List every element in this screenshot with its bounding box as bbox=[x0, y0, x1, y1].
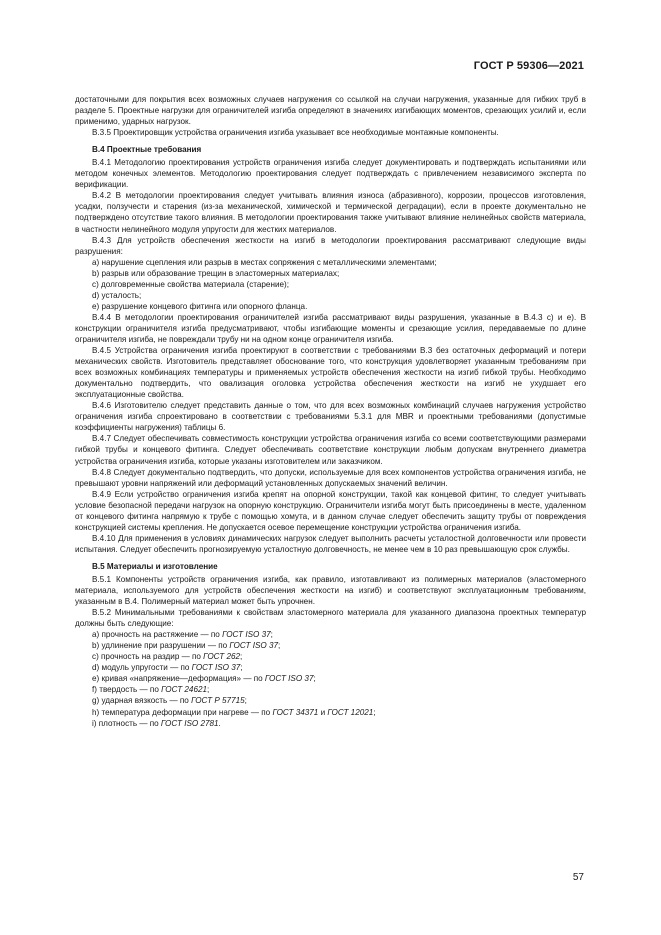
standard-reference: ГОСТ 12021 bbox=[327, 707, 374, 717]
list-item: h) температура деформации при нагреве — по ГОСТ 34371 и ГОСТ 12021; bbox=[92, 707, 376, 717]
document-id-header: ГОСТ Р 59306—2021 bbox=[473, 60, 584, 72]
standard-reference: ГОСТ 34371 bbox=[272, 707, 319, 717]
standard-reference: ГОСТ 24621 bbox=[161, 685, 208, 695]
standard-reference: ГОСТ ISO 37 bbox=[229, 641, 278, 651]
paragraph-b4-6: В.4.6 Изготовителю следует представить данные о том, что для всех возможных комбинаций случаев нагружения устройство ограничения изгиба спроектировано в соответствии с требованиями 5.3.1 для MBR и проектными требованиями (допустимые коэффициенты нагружения) таблицы 6. bbox=[75, 401, 586, 433]
list-item: b) удлинение при разрушении — по ГОСТ ISO 37; bbox=[92, 641, 281, 651]
list-item: c) долговременные свойства материала (старение); bbox=[92, 279, 289, 289]
list-item: e) кривая «напряжение—деформация» — по ГОСТ ISO 37; bbox=[92, 674, 316, 684]
paragraph-b5-1: В.5.1 Компоненты устройств ограничения изгиба, как правило, изготавливают из полимерных материалов (эластомерного материала, используемого для устройств обеспечения жесткости на изгиб) и соответствуют эксплуатационным требованиям, указанным в В.4. Полимерный материал может быть упрочнен. bbox=[75, 574, 586, 607]
list-item: c) прочность на раздир — по ГОСТ 262; bbox=[92, 652, 243, 662]
section-heading-b4: В.4 Проектные требования bbox=[92, 145, 202, 155]
list-item: e) разрушение концевого фитинга или опорного фланца. bbox=[92, 301, 308, 311]
list-item: g) ударная вязкость — по ГОСТ Р 57715; bbox=[92, 696, 247, 706]
list-item: a) нарушение сцепления или разрыв в местах сопряжения с металлическими элементами; bbox=[92, 257, 437, 267]
paragraph-b4-7: В.4.7 Следует обеспечивать совместимость конструкции устройства ограничения изгиба со всеми соответствующими размерами гибкой трубы и концевого фитинга. Следует обеспечивать соответствие конструкции любым допускам внутреннего диаметра устройства ограничения изгиба, которые указаны изготовителем или заказчиком. bbox=[75, 434, 586, 466]
paragraph-b5-2: В.5.2 Минимальными требованиями к свойствам эластомерного материала для указанного диапазона проектных температур должны быть следующие: bbox=[75, 608, 586, 629]
paragraph-b4-1: В.4.1 Методологию проектирования устройств ограничения изгиба следует документировать и подтверждать испытаниями или методом конечных элементов. Методологию проектирования следует подтверждать с привлечением независимого эксперта по верификации. bbox=[75, 158, 586, 190]
paragraph-b3-5: В.3.5 Проектировщик устройства ограничения изгиба указывает все необходимые монтажные компоненты. bbox=[92, 128, 499, 138]
paragraph-b4-8: В.4.8 Следует документально подтвердить, что допуски, используемые для всех компонентов устройства ограничения изгиба, не превышают уровни напряжений или деформаций установленных допускаемых значений величин. bbox=[75, 467, 586, 488]
paragraph-b4-5: В.4.5 Устройства ограничения изгиба проектируют в соответствии с требованиями В.3 без остаточных деформаций и потери механических свойств. Изготовитель представляет обоснование того, что конструкция удовлетворяет указанным требованиям при всех возможных комбинациях температуры и применяемых устройств обеспечения жесткости на изгиб гибкой трубы. Необходимо документально подтвердить, что овализация оголовка устройства обеспечения жесткости на изгиб не ухудшает его эксплуатационные свойства. bbox=[75, 346, 586, 400]
standard-reference: ГОСТ Р 57715 bbox=[191, 696, 245, 706]
section-heading-b5: В.5 Материалы и изготовление bbox=[92, 561, 218, 571]
paragraph: достаточными для покрытия всех возможных случаев нагружения со ссылкой на случаи нагружения, указанные для гибких труб в разделе 5. Проектные нагрузки для ограничителей изгиба определяют в значениях изгибающих моментов, срезающих усилий и, если применимо, ударных нагрузок. bbox=[75, 95, 586, 127]
standard-reference: ГОСТ 262 bbox=[203, 652, 241, 662]
page-number: 57 bbox=[572, 872, 584, 883]
paragraph-b4-2: В.4.2 В методологии проектирования следует учитывать влияния износа (абразивного), коррозии, процессов изготовления, усадки, ползучести и старения (из-за механической, химической и термической деградации), если в проекте документально не подтверждено отсутствие такого влияния. В методологии проектирования также учитывают влияние нелинейных свойств материала, в частности нелинейного модуля упругости для жестких материалов. bbox=[75, 191, 586, 234]
paragraph-b4-4: В.4.4 В методологии проектирования ограничителей изгиба рассматривают виды разрушения, указанные в В.4.3 c) и e). В конструкции ограничителя изгиба предусматривают, чтобы изгибающие моменты и срезающие усилия, передаваемые по длине ограничителя изгиба, не повреждали трубу ни на одном конце ограничителя изгиба. bbox=[75, 312, 586, 344]
paragraph-b4-10: В.4.10 Для применения в условиях динамических нагрузок следует выполнить расчеты усталостной долговечности или провести испытания. Следует обеспечить прогнозируемую усталостную долговечность, не менее чем в 10 раз превышающую срок службы. bbox=[75, 533, 586, 554]
list-item: i) плотность — по ГОСТ ISO 2781. bbox=[92, 718, 221, 728]
list-item: f) твердость — по ГОСТ 24621; bbox=[92, 685, 210, 695]
paragraph-b4-3: В.4.3 Для устройств обеспечения жесткости на изгиб в методологии проектирования рассматривают следующие виды разрушения: bbox=[75, 235, 586, 256]
list-item: d) усталость; bbox=[92, 290, 142, 300]
standard-reference: ГОСТ ISO 37 bbox=[222, 630, 271, 640]
list-item: d) модуль упругости — по ГОСТ ISO 37; bbox=[92, 663, 243, 673]
standard-reference: ГОСТ ISO 37 bbox=[191, 663, 241, 673]
list-item: b) разрыв или образование трещин в эластомерных материалах; bbox=[92, 268, 340, 278]
paragraph-b4-9: В.4.9 Если устройство ограничения изгиба крепят на опорной конструкции, такой как концевой фитинг, то следует учитывать условие безопасной передачи нагрузок на опорную конструкцию. Ограничители изгиба могут быть присоединены в месте, удаленном от концевого фитинга напрямую к трубе с помощью хомута, и в данном случае следует обеспечить защиту трубы от повреждения конструкцией системы крепления. Не допускается осевое перемещение конструкции устройства ограничения изгиба. bbox=[75, 489, 586, 532]
standard-reference: ГОСТ ISO 37 bbox=[264, 674, 314, 684]
list-item: a) прочность на растяжение — по ГОСТ ISO 37; bbox=[92, 630, 273, 640]
document-body bbox=[75, 94, 586, 729]
standard-reference: ГОСТ ISO 2781 bbox=[160, 718, 219, 728]
